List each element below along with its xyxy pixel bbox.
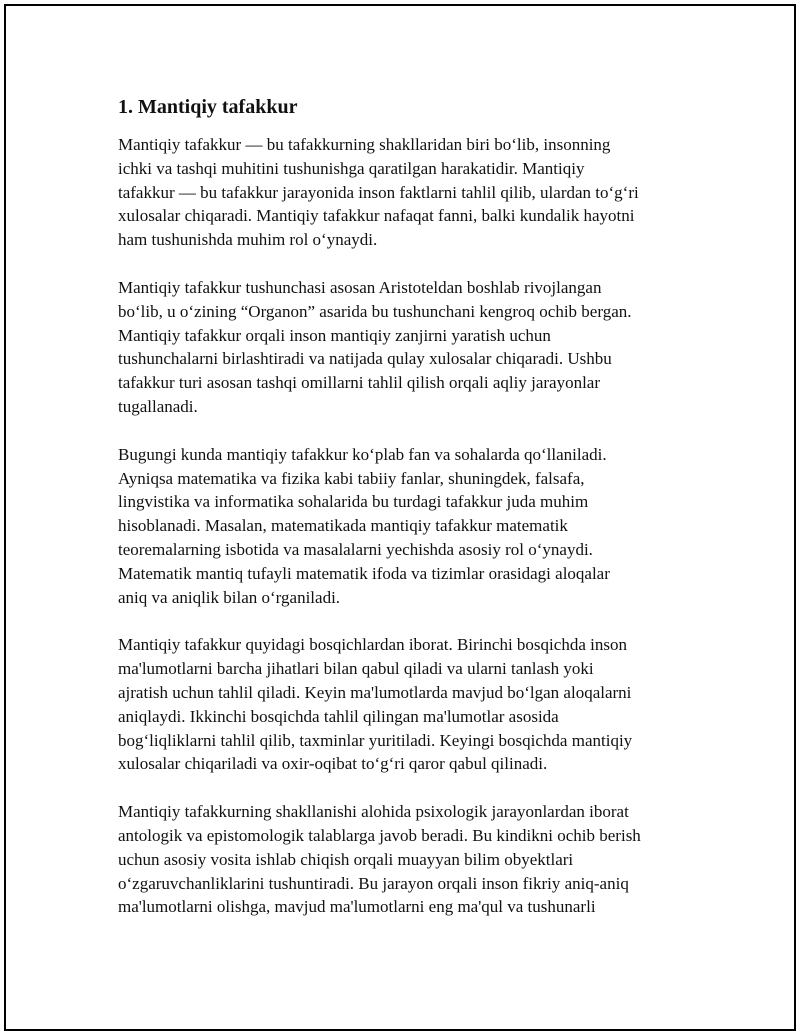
paragraph-line: ajratish uchun tahlil qiladi. Keyin ma'lumotlarda mavjud bo‘lgan aloqalarni <box>118 682 632 702</box>
paragraph-line: aniq va aniqlik bilan o‘rganiladi. <box>118 587 341 607</box>
paragraph-line: xulosalar chiqariladi va oxir-oqibat to‘g‘ri qaror qabul qilinadi. <box>118 754 548 774</box>
paragraph-line: ma'lumotlarni barcha jihatlari bilan qabul qiladi va ularni tanlash yoki <box>118 659 594 679</box>
paragraph-line: ham tushunishda muhim rol o‘ynaydi. <box>118 230 378 250</box>
paragraph-line: Mantiqiy tafakkur tushunchasi asosan Aristoteldan boshlab rivojlangan <box>118 277 602 297</box>
paragraph-line: Bugungi kunda mantiqiy tafakkur ko‘plab fan va sohalarda qo‘llaniladi. <box>118 444 607 464</box>
paragraph-line: tafakkur — bu tafakkur jarayonida inson faktlarni tahlil qilib, ulardan to‘g‘ri <box>118 182 639 202</box>
paragraph-1 <box>118 133 698 252</box>
paragraph-2 <box>118 276 698 419</box>
paragraph-line: lingvistika va informatika sohalarida bu turdagi tafakkur juda muhim <box>118 492 589 512</box>
paragraph-line: teoremalarning isbotida va masalalarni yechishda asosiy rol o‘ynaydi. <box>118 539 593 559</box>
paragraph-line: xulosalar chiqaradi. Mantiqiy tafakkur nafaqat fanni, balki kundalik hayotni <box>118 206 635 226</box>
paragraph-line: Matematik mantiq tufayli matematik ifoda va tizimlar orasidagi aloqalar <box>118 563 610 583</box>
document-body <box>118 93 698 919</box>
paragraph-line: Mantiqiy tafakkur quyidagi bosqichlardan iborat. Birinchi bosqichda inson <box>118 635 627 655</box>
paragraph-line: tushunchalarni birlashtiradi va natijada qulay xulosalar chiqaradi. Ushbu <box>118 349 612 369</box>
paragraph-5 <box>118 800 698 919</box>
section-heading: 1. Mantiqiy tafakkur <box>118 96 298 118</box>
paragraph-line: Ayniqsa matematika va fizika kabi tabiiy fanlar, shuningdek, falsafa, <box>118 468 585 488</box>
paragraph-line: o‘zgaruvchanliklarini tushuntiradi. Bu jarayon orqali inson fikriy aniq-aniq <box>118 873 629 893</box>
paragraph-line: Mantiqiy tafakkur — bu tafakkurning shakllaridan biri bo‘lib, insonning <box>118 135 611 154</box>
paragraph-line: ichki va tashqi muhitini tushunishga qaratilgan harakatidir. Mantiqiy <box>118 158 585 178</box>
paragraph-line: bog‘liqliklarni tahlil qilib, taxminlar yuritiladi. Keyingi bosqichda mantiqiy <box>118 730 633 750</box>
paragraph-line: Mantiqiy tafakkurning shakllanishi alohida psixologik jarayonlardan iborat <box>118 802 629 822</box>
paragraph-line: Mantiqiy tafakkur orqali inson mantiqiy zanjirni yaratish uchun <box>118 325 551 345</box>
paragraph-line: hisoblanadi. Masalan, matematikada mantiqiy tafakkur matematik <box>118 516 568 536</box>
paragraph-4 <box>118 633 698 776</box>
paragraph-line: antologik va epistomologik talablarga javob beradi. Bu kindikni ochib berish <box>118 825 641 845</box>
paragraph-3 <box>118 443 698 610</box>
paragraph-line: ma'lumotlarni olishga, mavjud ma'lumotlarni eng ma'qul va tushunarli <box>118 897 596 917</box>
paragraph-line: tafakkur turi asosan tashqi omillarni tahlil qilish orqali aqliy jarayonlar <box>118 373 601 393</box>
paragraph-line: tugallanadi. <box>118 396 198 416</box>
paragraph-line: aniqlaydi. Ikkinchi bosqichda tahlil qilingan ma'lumotlar asosida <box>118 706 559 726</box>
paragraph-line: uchun asosiy vosita ishlab chiqish orqali muayyan bilim obyektlari <box>118 849 574 869</box>
paragraph-line: bo‘lib, u o‘zining “Organon” asarida bu tushunchani kengroq ochib bergan. <box>118 301 632 321</box>
